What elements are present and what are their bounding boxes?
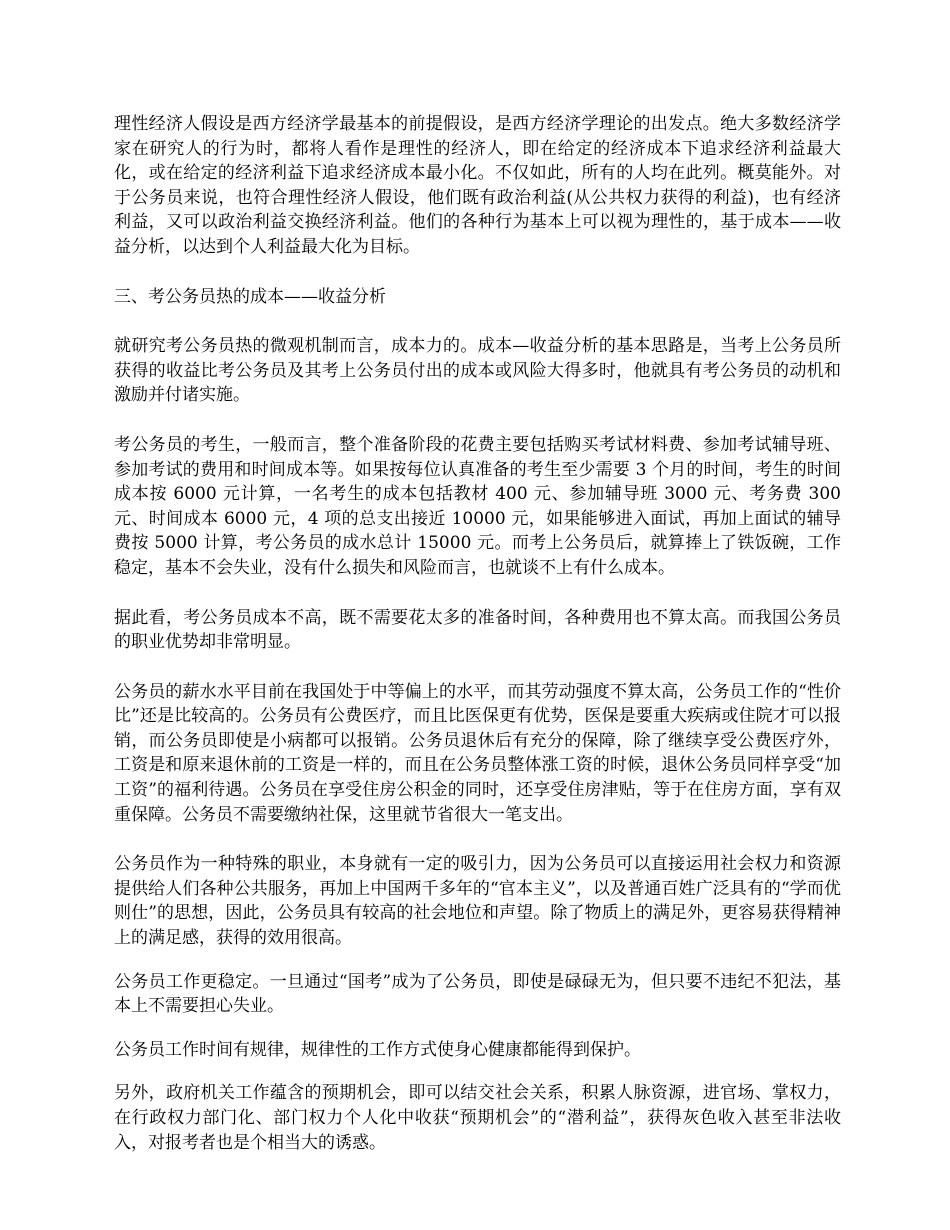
paragraph-low-cost: 据此看，考公务员成本不高，既不需要花太多的准备时间，各种费用也不算太高。而我国公务员的职业优势却非常明显。 <box>114 607 841 653</box>
paragraph-micro-mechanism: 就研究考公务员热的微观机制而言，成本力的。成本—收益分析的基本思路是，当考上公务员所获得的收益比考公务员及其考上公务员付出的成本或风险大得多时，他就具有考公务员的动机和激励并付诸实施。 <box>114 336 841 406</box>
paragraph-exam-costs: 考公务员的考生，一般而言，整个准备阶段的花费主要包括购买考试材料费、参加考试辅导班、参加考试的费用和时间成本等。如果按每位认真准备的考生至少需要 3 个月的时间，考生的时间成本按 6000 元计算，一名考生的成本包括教材 400 元、参加辅导班 3000 元、考务费 300 元、时间成本 6000 元，4 项的总支出接近 10000 元，如果能够进入面试，再加上面试的辅导费按 5000 计算，考公务员的成水总计 15000 元。而考上公务员后，就算捧上了铁饭碗，工作稳定，基本不会失业，没有什么损失和风险而言，也就谈不上有什么成本。 <box>114 434 841 578</box>
paragraph-expected-opportunities: 另外，政府机关工作蕴含的预期机会，即可以结交社会关系，积累人脉资源，进官场、掌权力，在行政权力部门化、部门权力个人化中收获“预期机会”的“潜利益”，获得灰色收入甚至非法收入，对报考者也是个相当大的诱惑。 <box>114 1083 841 1153</box>
document-body <box>114 112 841 1155</box>
paragraph-job-stability: 公务员工作更稳定。一旦通过“国考”成为了公务员，即使是碌碌无为，但只要不违纪不犯法，基本上不需要担心失业。 <box>114 971 841 1017</box>
paragraph-social-status: 公务员作为一种特殊的职业，本身就有一定的吸引力，因为公务员可以直接运用社会权力和资源提供给人们各种公共服务，再加上中国两千多年的“官本主义”，以及普通百姓广泛具有的“学而优则仕”的思想，因此，公务员具有较高的社会地位和声望。除了物质上的满足外，更容易获得精神上的满足感，获得的效用很高。 <box>114 854 841 949</box>
paragraph-rational-economic-man: 理性经济人假设是西方经济学最基本的前提假设，是西方经济学理论的出发点。绝大多数经济学家在研究人的行为时，都将人看作是理性的经济人，即在给定的经济成本下追求经济利益最大化，或在给定的经济利益下追求经济成本最小化。不仅如此，所有的人均在此列。概莫能外。对于公务员来说，也符合理性经济人假设，他们既有政治利益(从公共权力获得的利益)，也有经济利益，又可以政治利益交换经济利益。他们的各种行为基本上可以视为理性的，基于成本——收益分析，以达到个人利益最大化为目标。 <box>114 114 841 257</box>
paragraph-salary-benefits: 公务员的薪水水平目前在我国处于中等偏上的水平，而其劳动强度不算太高，公务员工作的“性价比”还是比较高的。公务员有公费医疗，而且比医保更有优势，医保是要重大疾病或住院才可以报销，而公务员即使是小病都可以报销。公务员退休后有充分的保障，除了继续享受公费医疗外，工资是和原来退休前的工资是一样的，而且在公务员整体涨工资的时候，退休公务员同样享受“加工资”的福利待遇。公务员在享受住房公积金的同时，还享受住房津贴，等于在住房方面，享有双重保障。公务员不需要缴纳社保，这里就节省很大一笔支出。 <box>114 681 841 825</box>
paragraph-regular-hours: 公务员工作时间有规律，规律性的工作方式使身心健康都能得到保护。 <box>114 1039 641 1060</box>
section-heading-cost-benefit: 三、考公务员热的成本——收益分析 <box>114 286 386 307</box>
